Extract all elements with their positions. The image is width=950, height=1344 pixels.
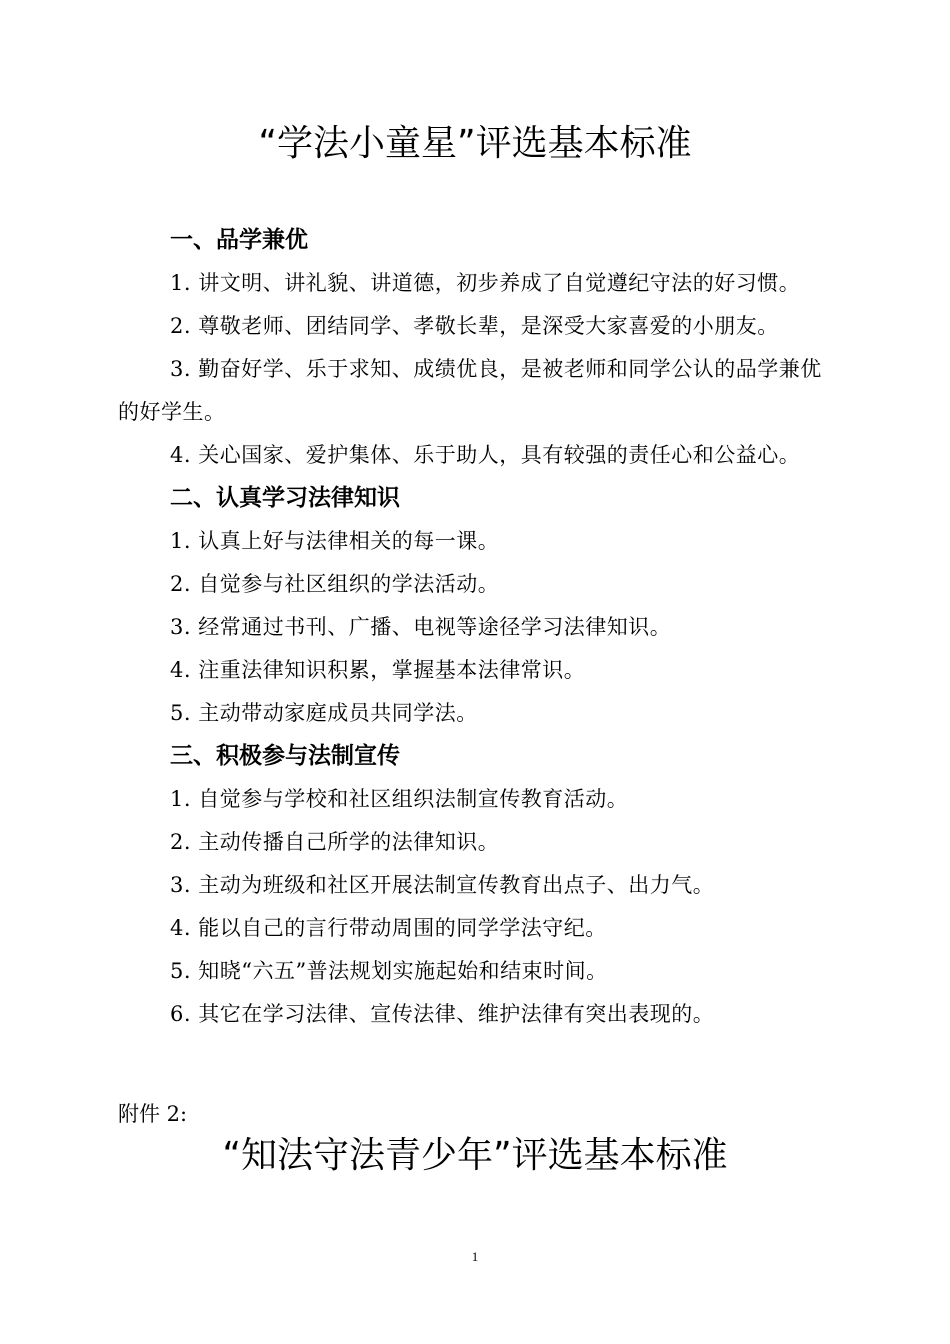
list-item: 5. 主动带动家庭成员共同学法。: [170, 701, 478, 725]
list-item: 1. 讲文明、讲礼貌、讲道德，初步养成了自觉遵纪守法的好习惯。: [170, 271, 801, 295]
section-heading: 二、认真学习法律知识: [170, 485, 400, 511]
list-item: 1. 认真上好与法律相关的每一课。: [170, 529, 500, 553]
list-item: 1. 自觉参与学校和社区组织法制宣传教育活动。: [170, 787, 629, 811]
list-item: 2. 尊敬老师、团结同学、孝敬长辈，是深受大家喜爱的小朋友。: [170, 314, 779, 338]
document-title: “学法小童星”评选基本标准: [258, 123, 692, 164]
list-item: 5. 知晓“六五”普法规划实施起始和结束时间。: [170, 959, 608, 983]
document-body: [118, 219, 838, 1036]
list-item: 2. 自觉参与社区组织的学法活动。: [170, 572, 500, 596]
section-1: [118, 219, 838, 477]
list-item: 3. 主动为班级和社区开展法制宣传教育出点子、出力气。: [170, 873, 715, 897]
annex-label: 附件 2:: [118, 1102, 188, 1126]
section-3: [118, 735, 838, 1036]
list-item: 4. 能以自己的言行带动周围的同学学法守纪。: [170, 916, 607, 940]
list-item: 4. 关心国家、爱护集体、乐于助人，具有较强的责任心和公益心。: [170, 443, 801, 467]
list-item: 6. 其它在学习法律、宣传法律、维护法律有突出表现的。: [170, 1002, 715, 1026]
section-2: [118, 477, 838, 735]
list-item: 4. 注重法律知识积累，掌握基本法律常识。: [170, 658, 586, 682]
section-heading: 一、品学兼优: [170, 227, 308, 253]
annex-title: “知法守法青少年”评选基本标准: [222, 1135, 728, 1176]
section-heading: 三、积极参与法制宣传: [170, 743, 400, 769]
list-item: 3. 勤奋好学、乐于求知、成绩优良，是被老师和同学公认的品学兼优的好学生。: [118, 357, 822, 424]
list-item: 3. 经常通过书刊、广播、电视等途径学习法律知识。: [170, 615, 672, 639]
page-number: 1: [471, 1249, 479, 1264]
list-item: 2. 主动传播自己所学的法律知识。: [170, 830, 500, 854]
